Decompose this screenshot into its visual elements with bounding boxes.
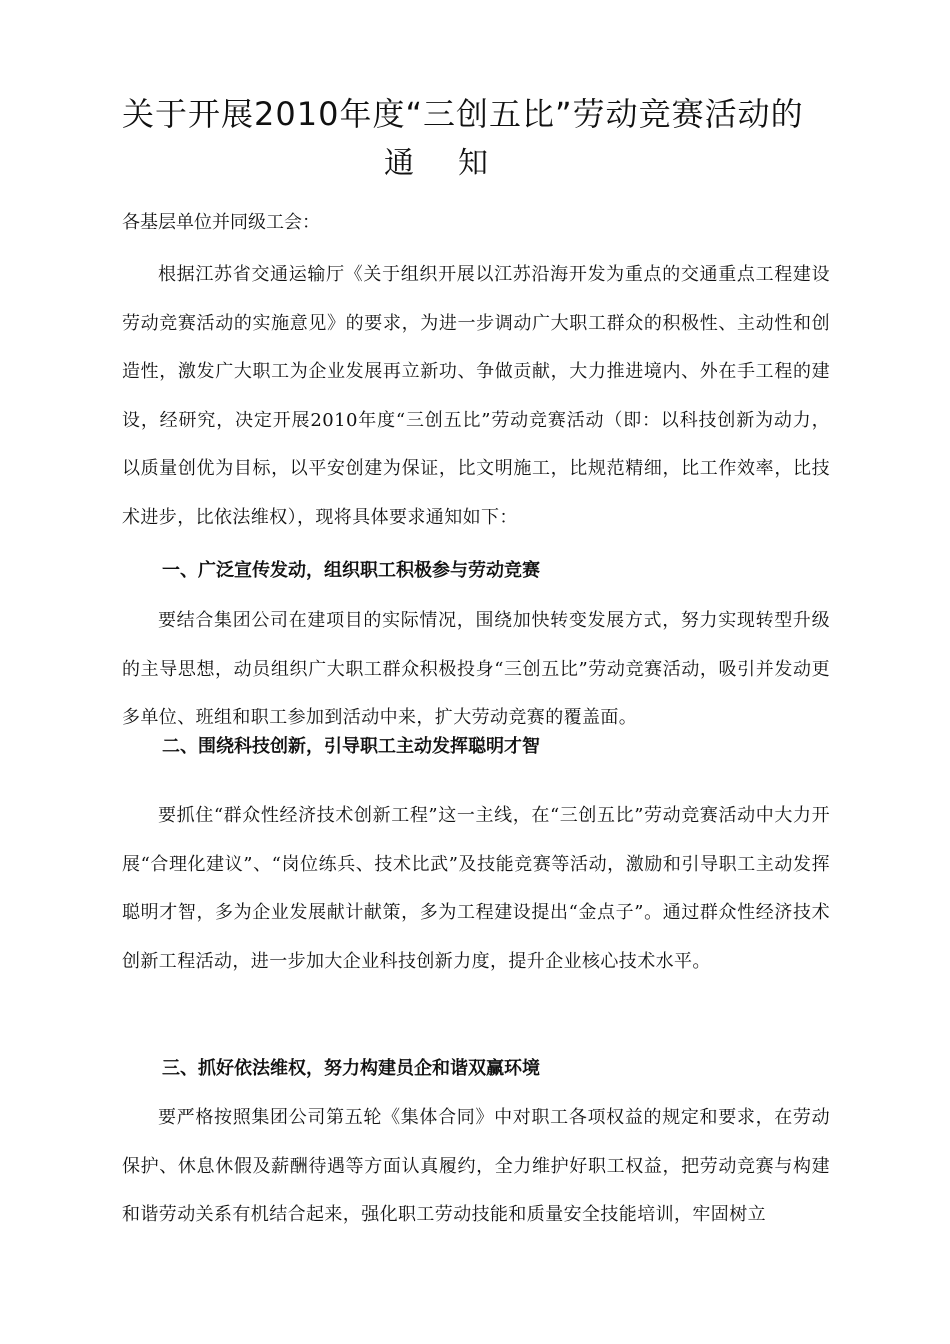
section-heading-3: 三、抓好依法维权，努力构建员企和谐双赢环境 <box>162 1058 540 1079</box>
salutation: 各基层单位并同级工会： <box>122 212 320 233</box>
document-title: 关于开展2010年度“三创五比”劳动竞赛活动的 <box>122 95 804 133</box>
paragraph-section-2: 要抓住“群众性经济技术创新工程”这一主线，在“三创五比”劳动竞赛活动中大力开展“合理化建议”、“岗位练兵、技术比武”及技能竞赛等活动，激励和引导职工主动发挥聪明才智，多为企业发展献计献策，多为工程建设提出“金点子”。通过群众性经济技术创新工程活动，进一步加大企业科技创新力度，提升企业核心技术水平。 <box>122 805 830 972</box>
section-heading-1: 一、广泛宣传发动，组织职工积极参与劳动竞赛 <box>162 560 540 581</box>
paragraph-section-3: 要严格按照集团公司第五轮《集体合同》中对职工各项权益的规定和要求，在劳动保护、休息休假及薪酬待遇等方面认真履约，全力维护好职工权益，把劳动竞赛与构建和谐劳动关系有机结合起来，强化职工劳动技能和质量安全技能培训，牢固树立 <box>122 1107 830 1225</box>
paragraph-section-1: 要结合集团公司在建项目的实际情况，围绕加快转变发展方式，努力实现转型升级的主导思想，动员组织广大职工群众积极投身“三创五比”劳动竞赛活动，吸引并发动更多单位、班组和职工参加到活动中来，扩大劳动竞赛的覆盖面。 <box>122 610 830 728</box>
section-heading-2: 二、围绕科技创新，引导职工主动发挥聪明才智 <box>162 736 540 757</box>
paragraph-intro: 根据江苏省交通运输厅《关于组织开展以江苏沿海开发为重点的交通重点工程建设劳动竞赛活动的实施意见》的要求，为进一步调动广大职工群众的积极性、主动性和创造性，激发广大职工为企业发展再立新功、争做贡献，大力推进境内、外在手工程的建设，经研究，决定开展2010年度“三创五比”劳动竞赛活动（即：以科技创新为动力，以质量创优为目标，以平安创建为保证，比文明施工，比规范精细，比工作效率，比技术进步，比依法维权），现将具体要求通知如下： <box>122 264 830 528</box>
title-char-2: 知 <box>458 146 488 181</box>
document-title-notice <box>384 144 584 184</box>
title-char-1: 通 <box>384 146 414 181</box>
